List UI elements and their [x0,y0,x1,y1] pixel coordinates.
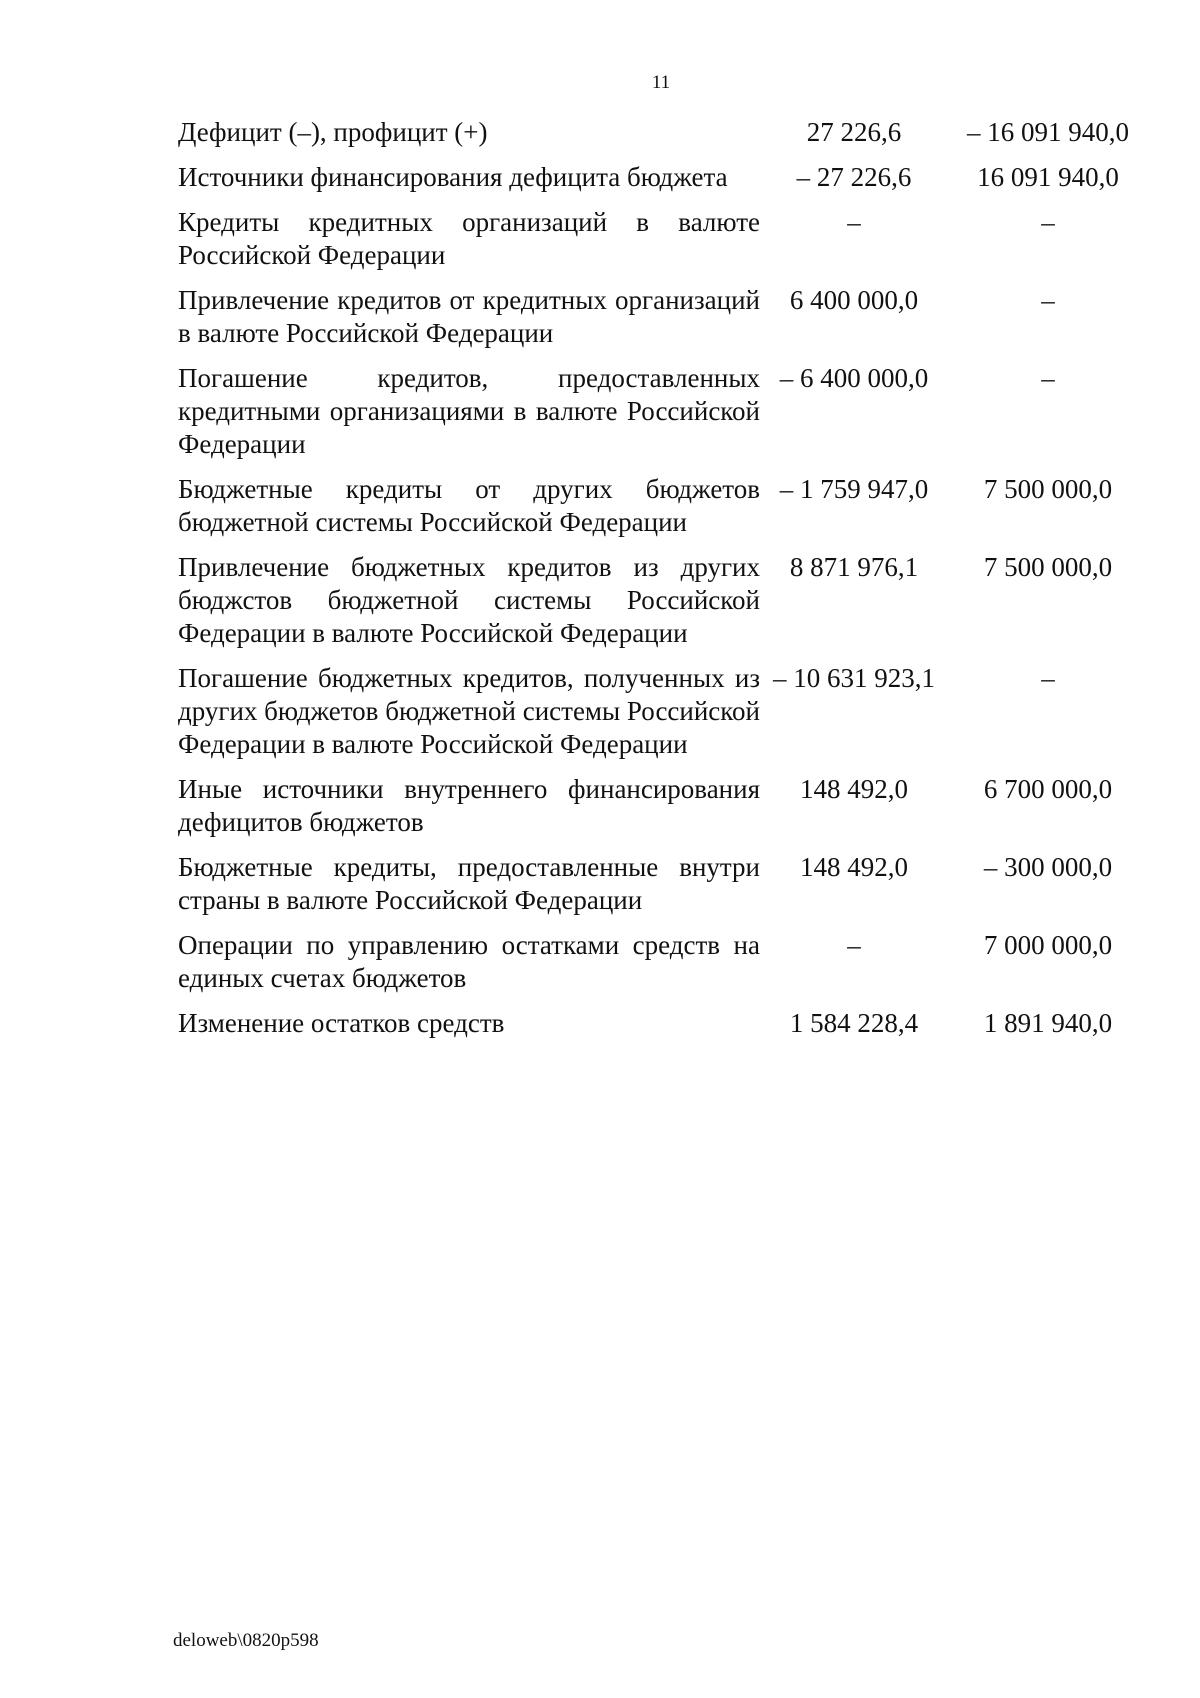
row-value-1: – 1 759 947,0 [779,474,929,504]
table-row [178,551,1148,650]
row-value-1: 27 226,6 [806,117,902,147]
row-value-1: – 6 400 000,0 [779,363,929,393]
row-value-2: – 16 091 940,0 [967,117,1129,147]
row-value-2: – [1041,663,1055,693]
row-value-2: 6 700 000,0 [983,774,1113,804]
row-label: Погашение кредитов, предоставленных кредитными организациями в валюте Российской Федерации [178,363,760,459]
row-value-2: – [1041,363,1055,393]
table-row [178,206,1148,272]
row-value-1: 6 400 000,0 [789,285,919,315]
row-value-1: 148 492,0 [800,852,908,882]
row-value-1: – 10 631 923,1 [773,663,935,693]
table-row [178,851,1148,917]
row-value-1: 8 871 976,1 [789,552,919,582]
row-label: Бюджетные кредиты от других бюджетов бюджетной системы Российской Федерации [178,474,760,537]
row-label: Кредиты кредитных организаций в валюте Российской Федерации [178,207,760,270]
row-value-1: – [847,207,861,237]
row-value-2: 1 891 940,0 [983,1008,1113,1038]
row-value-2: 7 500 000,0 [983,474,1113,504]
row-value-2: 16 091 940,0 [977,162,1119,192]
document-code: deloweb\0820p598 [173,1630,319,1651]
row-value-2: – 300 000,0 [983,852,1113,882]
row-label: Источники финансирования дефицита бюджета [178,162,728,192]
row-label: Привлечение кредитов от кредитных организаций в валюте Российской Федерации [178,285,760,348]
row-value-1: – 27 226,6 [796,162,912,192]
row-value-2: 7 000 000,0 [983,930,1113,960]
row-value-1: – [847,930,861,960]
row-label: Операции по управлению остатками средств на единых счетах бюджетов [178,930,760,993]
table-row [178,284,1148,350]
table-row [178,929,1148,995]
row-label: Привлечение бюджетных кредитов из других бюджстов бюджетной системы Российской Федерации в валюте Российской Федерации [178,552,760,648]
row-value-2: 7 500 000,0 [983,552,1113,582]
row-label: Иные источники внутреннего финансирования дефицитов бюджетов [178,774,760,837]
row-label: Бюджетные кредиты, предоставленные внутри страны в валюте Российской Федерации [178,852,760,915]
row-label: Изменение остатков средств [178,1008,505,1038]
table-row [178,116,1148,149]
table-row [178,662,1148,761]
row-value-2: – [1041,285,1055,315]
table-row [178,161,1148,194]
table-row [178,773,1148,839]
row-label: Погашение бюджетных кредитов, полученных из других бюджетов бюджетной системы Российской Федерации в валюте Российской Федерации [178,663,760,759]
budget-table [178,116,1148,1052]
table-row [178,473,1148,539]
table-row [178,1007,1148,1040]
row-value-1: 148 492,0 [800,774,908,804]
row-value-1: 1 584 228,4 [789,1008,919,1038]
page-number: 11 [651,72,671,93]
row-label: Дефицит (–), профицит (+) [178,117,488,147]
row-value-2: – [1041,207,1055,237]
table-row [178,362,1148,461]
